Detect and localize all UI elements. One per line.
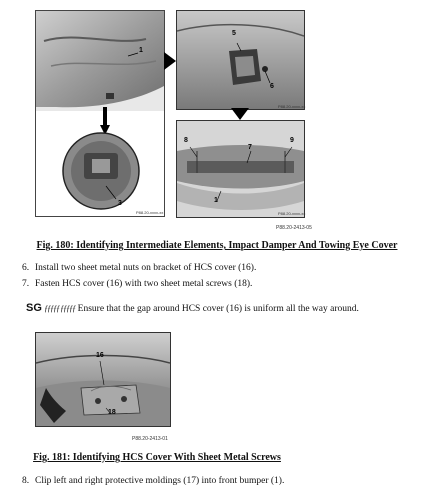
callout-1: 1 xyxy=(139,47,143,54)
bumper-underside-photo xyxy=(36,11,164,111)
sg-marks: ƒƒƒƒƒ ƒƒƒƒƒ xyxy=(44,304,76,313)
step-number: 8. xyxy=(22,476,30,486)
step-text: Fasten HCS cover (16) with two sheet metal screws (18). xyxy=(35,279,253,289)
step-text: Clip left and right protective moldings (17) into front bumper (1). xyxy=(35,476,285,486)
callout-5: 5 xyxy=(232,30,236,37)
callout-8: 8 xyxy=(184,137,188,144)
sg-text: Ensure that the gap around HCS cover (16) is uniform all the way around. xyxy=(77,304,359,314)
arrow-right-icon xyxy=(164,52,176,70)
step-number: 6. xyxy=(22,263,30,273)
callout-6: 6 xyxy=(270,83,274,90)
detail-circle-photo xyxy=(56,131,146,211)
figure-180-left-panel xyxy=(35,10,165,217)
callout-18: 18 xyxy=(108,409,116,416)
figure-180-caption: Fig. 180: Identifying Intermediate Elements, Impact Damper And Towing Eye Cover xyxy=(36,240,398,251)
figure-181-ref: P88.20-2413-01 xyxy=(132,436,168,442)
sg-note xyxy=(26,302,359,314)
impact-damper-photo xyxy=(176,120,305,218)
sg-tag: SG xyxy=(26,302,42,314)
figure-180-ref: P88.20-2413-05 xyxy=(276,225,312,231)
step-7 xyxy=(22,279,252,289)
step-8 xyxy=(22,476,284,486)
figure-181-caption: Fig. 181: Identifying HCS Cover With Sheet Metal Screws xyxy=(33,452,281,463)
callout-1-bumper: 1 xyxy=(214,197,218,204)
step-number: 7. xyxy=(22,279,30,289)
panel-ref-top-right: P88.20-xxxx-xx xyxy=(278,104,306,109)
callout-16: 16 xyxy=(96,352,104,359)
arrow-down-icon xyxy=(231,108,249,120)
step-text: Install two sheet metal nuts on bracket of HCS cover (16). xyxy=(35,263,257,273)
towing-eye-cover-photo xyxy=(176,10,305,110)
step-6 xyxy=(22,263,256,273)
hcs-cover-photo xyxy=(35,332,171,427)
callout-9: 9 xyxy=(290,137,294,144)
panel-ref-left: P88.20-xxxx-xx xyxy=(136,210,164,215)
callout-7: 7 xyxy=(248,144,252,151)
callout-3: 3 xyxy=(118,200,122,207)
panel-ref-bottom-right: P88.20-xxxx-xx xyxy=(278,211,306,216)
